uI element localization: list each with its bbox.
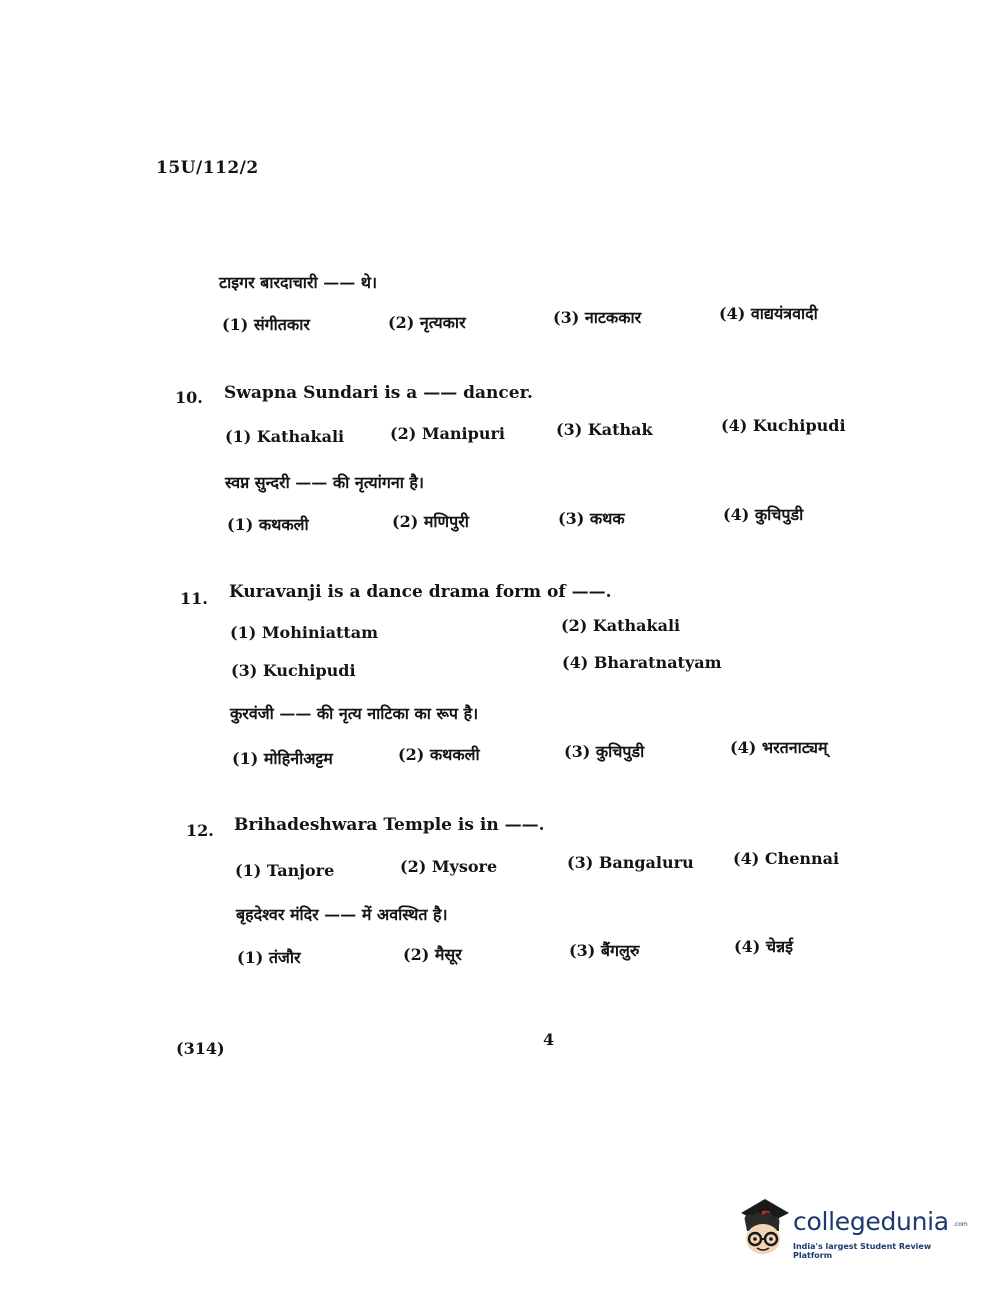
q11-option-4: (4) Bharatnatyam <box>562 653 722 672</box>
q10-hindi-option-4: (4) कुचिपुडी <box>723 505 804 524</box>
q12-option-4: (4) Chennai <box>733 849 840 868</box>
q10-option-1: (1) Kathakali <box>225 427 345 446</box>
q12-hindi-option-2: (2) मैसूर <box>403 945 462 964</box>
q10-stem: Swapna Sundari is a —— dancer. <box>224 383 533 403</box>
q10-hindi-option-3: (3) कथक <box>558 509 625 528</box>
q11-hindi-option-1: (1) मोहिनीअट्टम <box>232 749 333 768</box>
q10-hindi-option-2: (2) मणिपुरी <box>392 512 469 531</box>
q12-option-3: (3) Bangaluru <box>567 853 694 872</box>
q11-stem: Kuravanji is a dance drama form of ——. <box>229 582 612 602</box>
q12-hindi-stem: बृहदेश्वर मंदिर —— में अवस्थित है। <box>236 905 448 924</box>
q11-option-3: (3) Kuchipudi <box>231 661 356 680</box>
q11-hindi-option-2: (2) कथकली <box>398 745 480 764</box>
q11-option-2: (2) Kathakali <box>561 616 681 635</box>
q12-hindi-option-3: (3) बैंगलुरु <box>569 941 640 960</box>
q12-option-1: (1) Tanjore <box>235 861 335 880</box>
paper-code: 15U/112/2 <box>156 158 259 178</box>
collegedunia-watermark <box>735 1195 968 1265</box>
q9-hindi-stem: टाइगर बारदाचारी —— थे। <box>219 273 378 292</box>
watermark-brand: collegedunia <box>793 1207 949 1236</box>
q9-hindi-option-3: (3) नाटककार <box>553 308 642 327</box>
q10-number: 10. <box>175 388 203 407</box>
q12-hindi-option-4: (4) चेन्नई <box>734 937 793 956</box>
q12-option-2: (2) Mysore <box>400 857 498 876</box>
footer-code: (314) <box>176 1039 225 1058</box>
watermark-tm: .com <box>953 1221 968 1228</box>
q9-hindi-option-4: (4) वाद्ययंत्रवादी <box>719 304 818 323</box>
q11-option-1: (1) Mohiniattam <box>230 623 379 642</box>
q10-option-4: (4) Kuchipudi <box>721 416 846 435</box>
q9-hindi-option-1: (1) संगीतकार <box>222 315 310 334</box>
mascot-icon <box>735 1195 795 1265</box>
q10-option-3: (3) Kathak <box>556 420 653 439</box>
q11-hindi-option-3: (3) कुचिपुडी <box>564 742 645 761</box>
q10-hindi-option-1: (1) कथकली <box>227 515 309 534</box>
q12-hindi-option-1: (1) तंजौर <box>237 948 301 967</box>
q11-hindi-option-4: (4) भरतनाट्यम् <box>730 738 828 757</box>
q12-number: 12. <box>186 821 214 840</box>
q10-hindi-stem: स्वप्न सुन्दरी —— की नृत्यांगना है। <box>225 473 424 492</box>
q11-hindi-stem: कुरवंजी —— की नृत्य नाटिका का रूप है। <box>230 704 479 723</box>
q11-number: 11. <box>180 589 208 608</box>
page-number: 4 <box>543 1030 555 1049</box>
q12-stem: Brihadeshwara Temple is in ——. <box>234 815 545 835</box>
watermark-tagline: India's largest Student Review Platform <box>793 1242 932 1260</box>
q10-option-2: (2) Manipuri <box>390 424 505 443</box>
q9-hindi-option-2: (2) नृत्यकार <box>388 313 466 332</box>
